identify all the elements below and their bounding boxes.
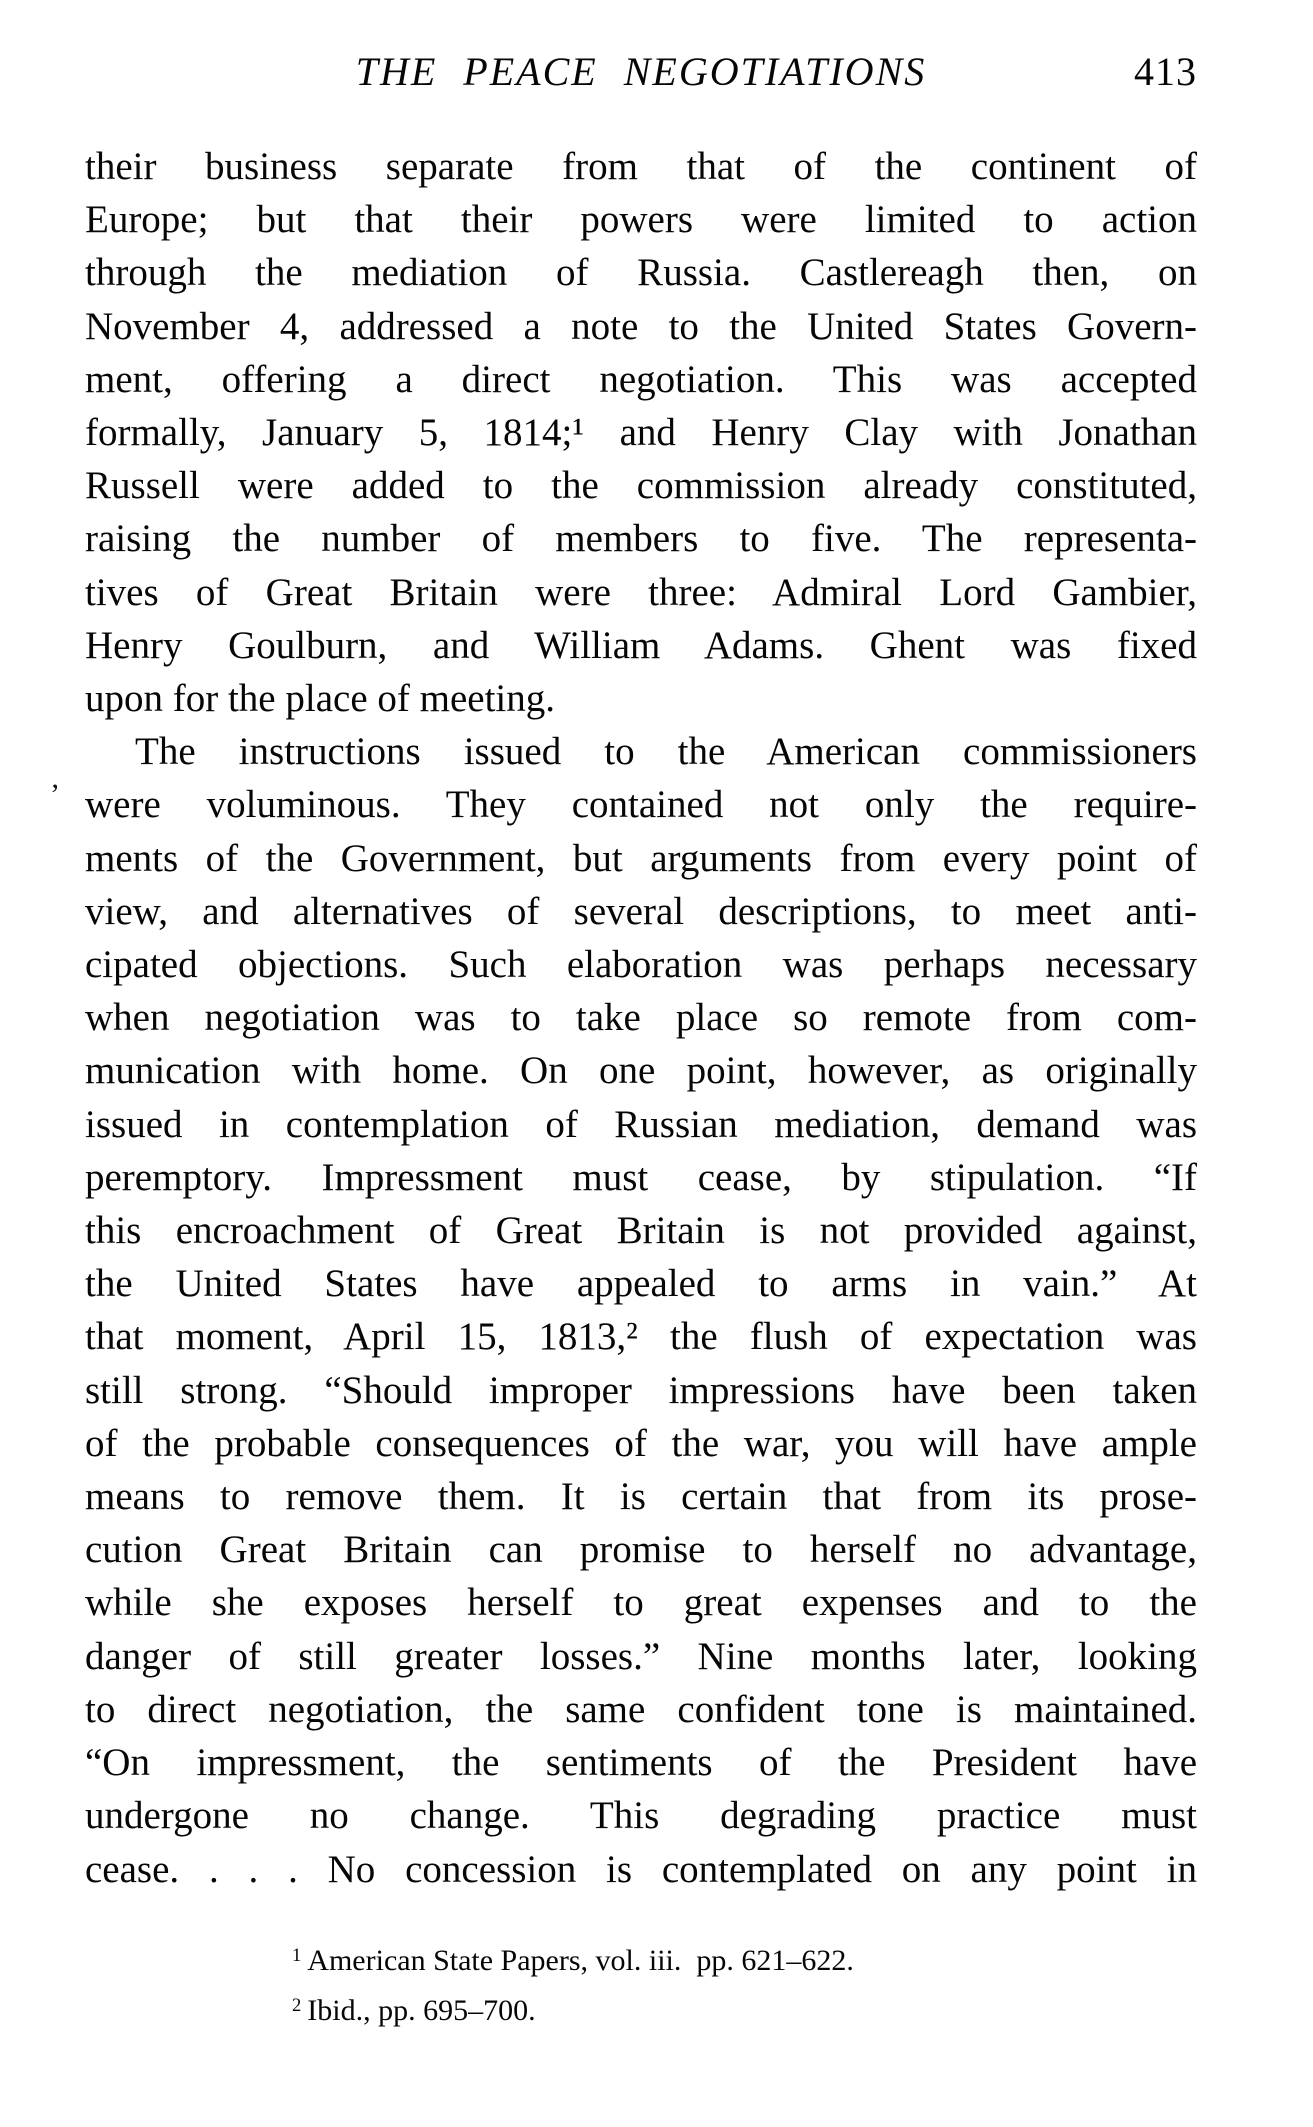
text-line: upon for the place of meeting.	[85, 677, 555, 721]
text-line: were voluminous. They contained not only the require-	[85, 783, 1197, 827]
text-line: through the mediation of Russia. Castlereagh then, on	[85, 251, 1197, 295]
print-artifact-mark: ’	[50, 778, 60, 811]
footnote: $^1$ American State Papers, vol. iii. pp. 621–622.	[292, 1944, 854, 1977]
text-line: cease. . . . No concession is contemplated on any point in	[85, 1847, 1197, 1891]
text-line: means to remove them. It is certain that from its prose-	[85, 1475, 1197, 1519]
text-line: still strong. “Should improper impressions have been taken	[85, 1368, 1197, 1412]
text-line: peremptory. Impressment must cease, by stipulation. “If	[85, 1155, 1197, 1199]
text-line: ment, offering a direct negotiation. This was accepted	[85, 357, 1197, 401]
text-line: tives of Great Britain were three: Admiral Lord Gambier,	[85, 570, 1197, 614]
text-line: danger of still greater losses.” Nine months later, looking	[85, 1634, 1197, 1678]
footnotes	[292, 1936, 1202, 2036]
text-line: munication with home. On one point, however, as originally	[85, 1049, 1197, 1093]
text-line: their business separate from that of the continent of	[85, 145, 1197, 188]
text-line: issued in contemplation of Russian mediation, demand was	[85, 1102, 1197, 1146]
text-line: raising the number of members to five. The representa-	[85, 517, 1197, 561]
text-line: cution Great Britain can promise to herself no advantage,	[85, 1528, 1197, 1572]
footnote-marker: 1	[292, 1944, 302, 1966]
text-line: undergone no change. This degrading practice must	[85, 1794, 1197, 1838]
text-line: of the probable consequences of the war, you will have ample	[85, 1421, 1197, 1465]
text-line: Russell were added to the commission already constituted,	[85, 464, 1197, 508]
running-title: THE PEACE NEGOTIATIONS	[355, 49, 927, 94]
text-line: that moment, April 15, 1813,² the flush of expectation was	[85, 1315, 1197, 1359]
text-line: November 4, addressed a note to the United States Govern-	[85, 304, 1197, 348]
footnote: $^2$ Ibid., pp. 695–700.	[292, 1994, 536, 2027]
text-line: ments of the Government, but arguments from every point of	[85, 836, 1197, 880]
text-line: cipated objections. Such elaboration was perhaps necessary	[85, 943, 1197, 987]
text-line: “On impressment, the sentiments of the President have	[85, 1741, 1197, 1785]
text-line: this encroachment of Great Britain is not provided against,	[85, 1209, 1197, 1253]
text-line: The instructions issued to the American commissioners	[135, 730, 1197, 774]
text-line: to direct negotiation, the same confident tone is maintained.	[85, 1687, 1197, 1731]
text-line: the United States have appealed to arms in vain.” At	[85, 1262, 1197, 1306]
text-line: view, and alternatives of several descriptions, to meet anti-	[85, 889, 1197, 933]
text-line: while she exposes herself to great expenses and to the	[85, 1581, 1197, 1625]
text-line: formally, January 5, 1814;¹ and Henry Clay with Jonathan	[85, 411, 1197, 455]
text-line: Europe; but that their powers were limited to action	[85, 198, 1197, 242]
text-line: when negotiation was to take place so remote from com-	[85, 996, 1197, 1040]
text-line: Henry Goulburn, and William Adams. Ghent was fixed	[85, 623, 1197, 667]
page-number: 413	[1134, 49, 1197, 94]
page-header	[85, 48, 1197, 98]
body-text	[85, 140, 1197, 1896]
footnote-marker: 2	[292, 1994, 302, 2016]
